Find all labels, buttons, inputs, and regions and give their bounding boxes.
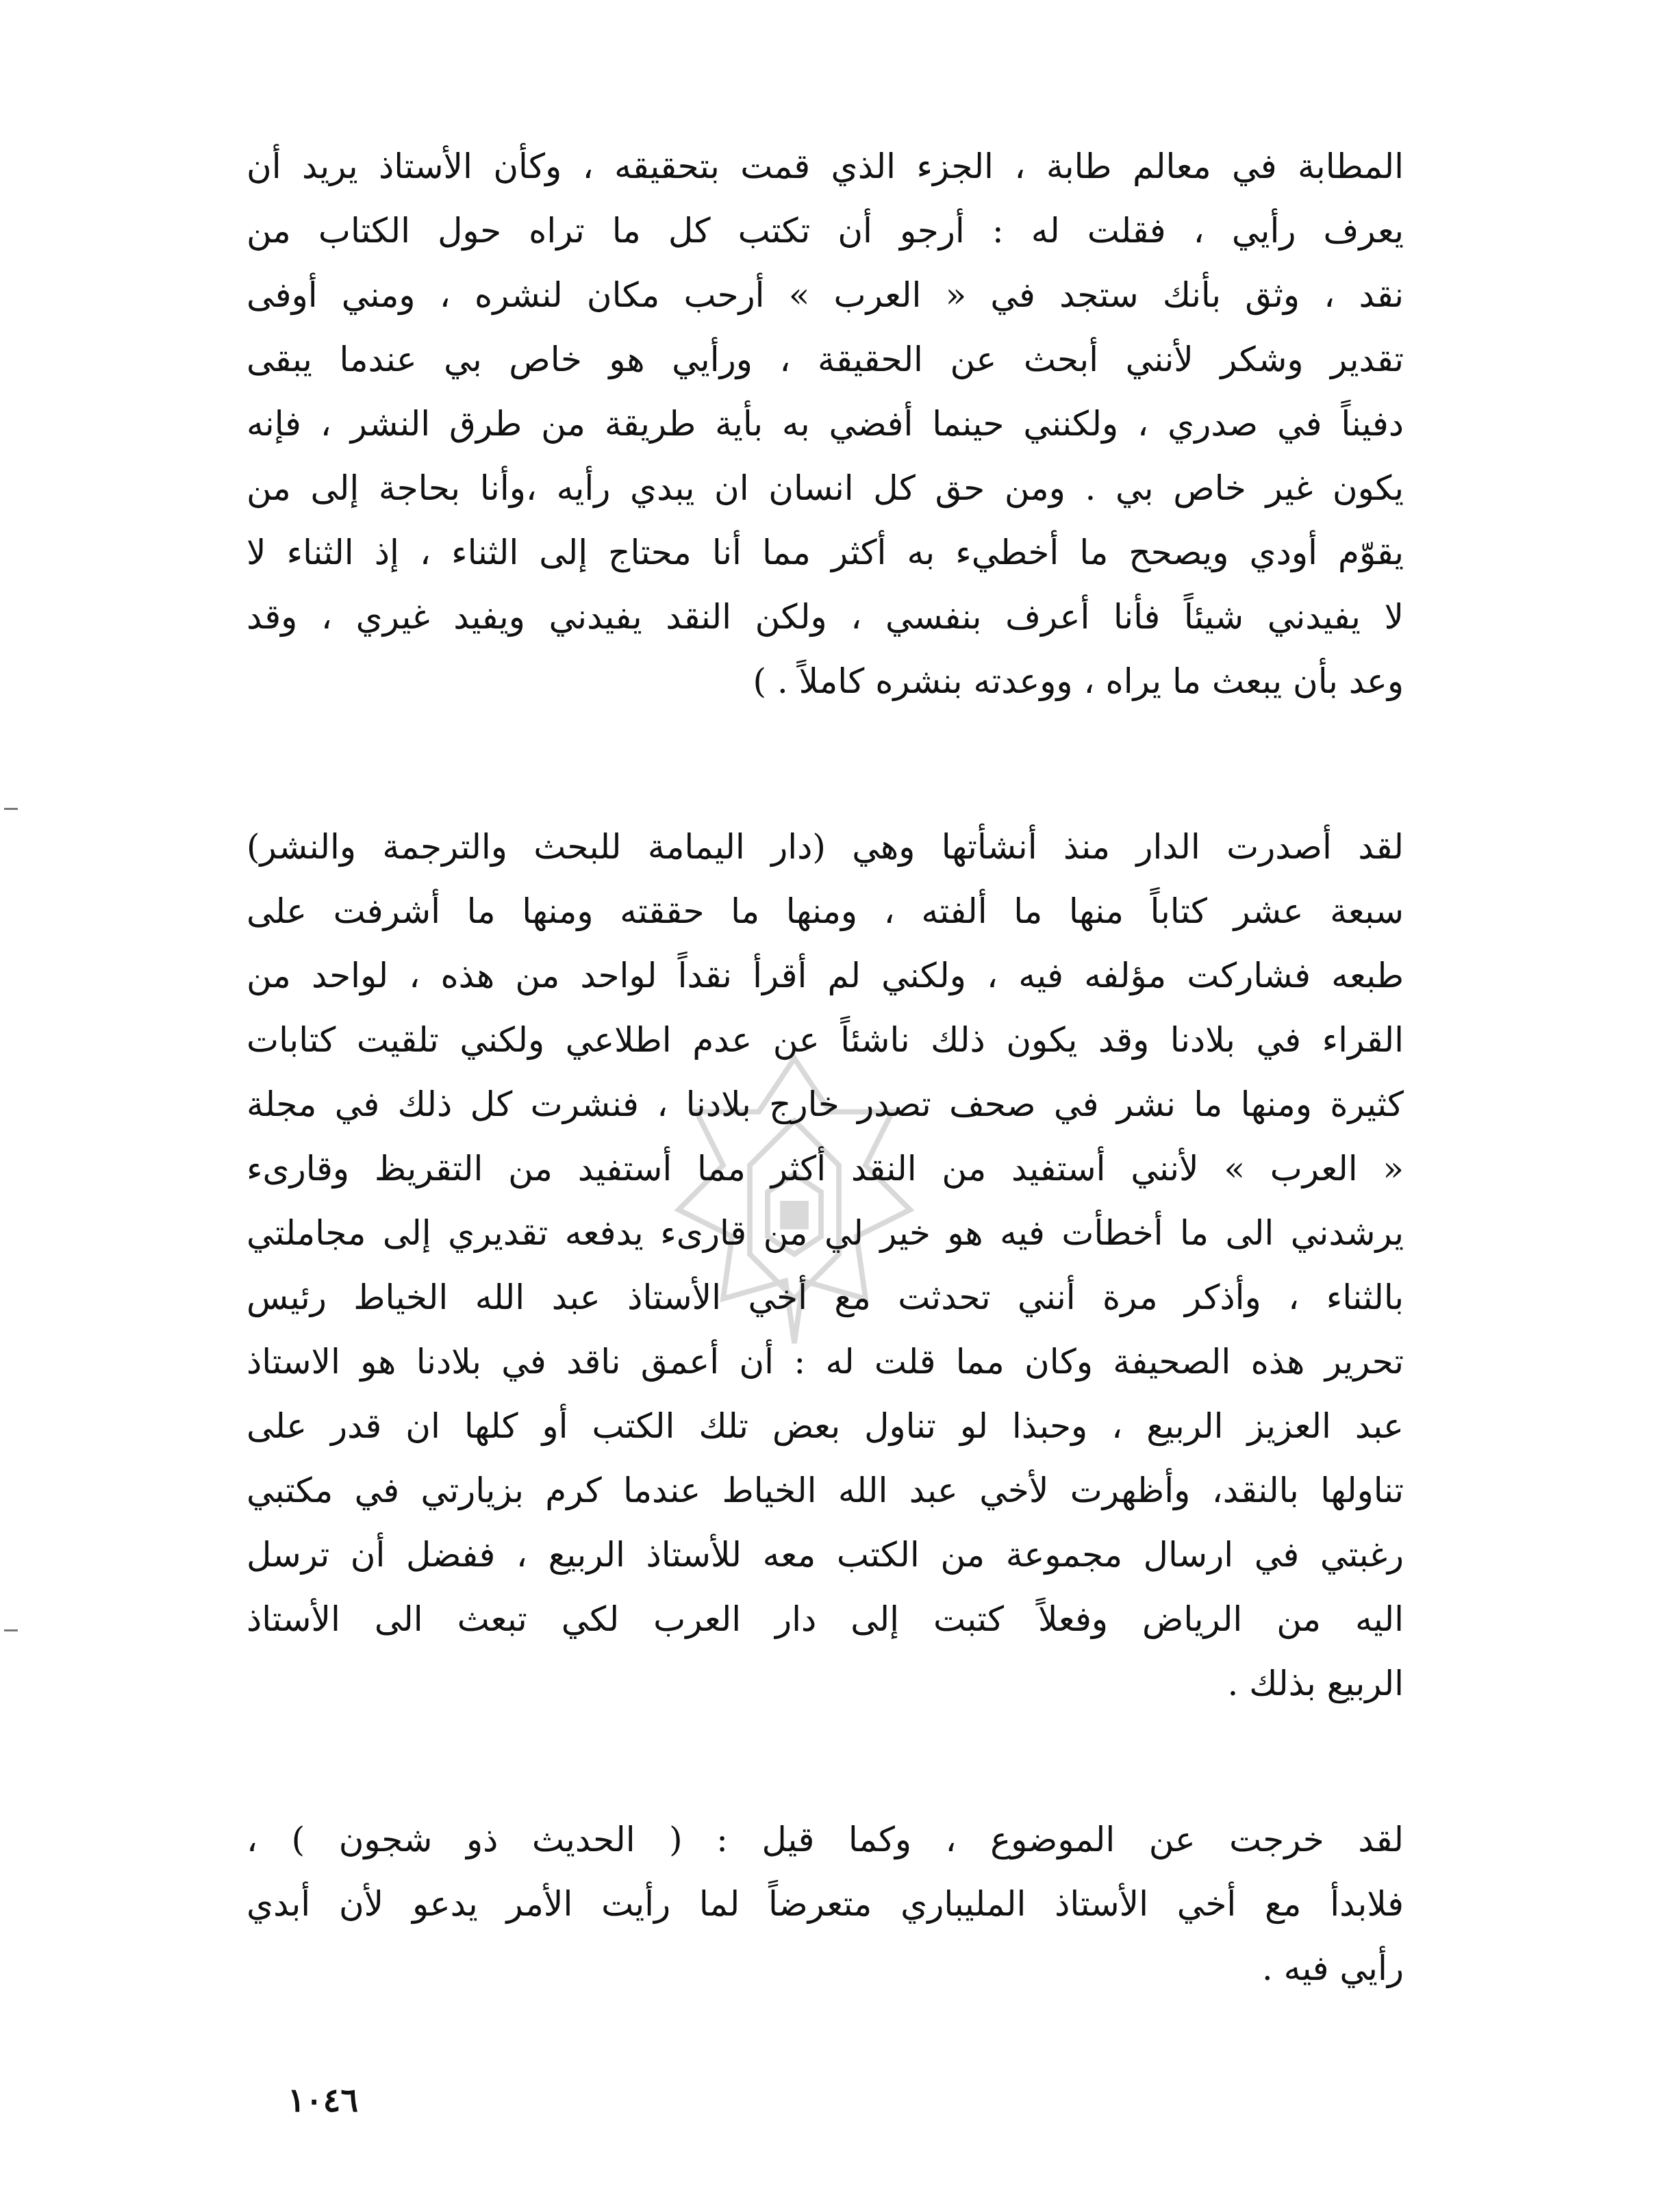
text-line: بالثناء ، وأذكر مرة أنني تحدثت مع أخي الأستاذ عبد الله الخياط رئيس xyxy=(247,1277,1404,1317)
text-line: طبعه فشاركت مؤلفه فيه ، ولكني لم أقرأ نقداً لواحد من هذه ، لواحد من xyxy=(247,956,1404,995)
text-line: لقد أصدرت الدار منذ أنشأتها وهي (دار اليمامة للبحث والترجمة والنشر) xyxy=(247,827,1404,867)
text-line: تناولها بالنقد، وأظهرت لأخي عبد الله الخياط عندما كرم بزيارتي في مكتبي xyxy=(247,1471,1404,1510)
text-line: الربيع بذلك . xyxy=(1227,1664,1404,1703)
text-line: رغبتي في ارسال مجموعة من الكتب معه للأستاذ الربيع ، ففضل أن ترسل xyxy=(247,1535,1404,1575)
text-line: يقوّم أودي ويصحح ما أخطيء به أكثر مما أنا محتاج إلى الثناء ، إذ الثناء لا xyxy=(247,533,1404,572)
page-number: ١٠٤٦ xyxy=(288,2081,359,2120)
text-line: يعرف رأيي ، فقلت له : أرجو أن تكتب كل ما تراه حول الكتاب من xyxy=(247,211,1404,251)
text-line: فلابدأ مع أخي الأستاذ المليباري متعرضاً لما رأيت الأمر يدعو لأن أبدي xyxy=(247,1884,1404,1924)
text-line: كثيرة ومنها ما نشر في صحف تصدر خارج بلادنا ، فنشرت كل ذلك في مجلة xyxy=(247,1084,1404,1124)
text-line: « العرب » لأنني أستفيد من النقد أكثر مما أستفيد من التقريظ وقارىء xyxy=(247,1149,1404,1188)
text-line: المطابة في معالم طابة ، الجزء الذي قمت بتحقيقه ، وكأن الأستاذ يريد أن xyxy=(247,147,1404,186)
text-line: لقد خرجت عن الموضوع ، وكما قيل : ( الحديث ذو شجون ) ، xyxy=(247,1820,1404,1859)
paragraph-2 xyxy=(247,815,1404,1716)
text-line: يرشدني الى ما أخطأت فيه هو خير لي من قارىء يدفعه تقديري إلى مجاملتي xyxy=(247,1213,1404,1253)
paragraph-3 xyxy=(247,1807,1404,2000)
text-line: رأيي فيه . xyxy=(1261,1948,1404,1988)
text-line: لا يفيدني شيئاً فأنا أعرف بنفسي ، ولكن النقد يفيدني ويفيد غيري ، وقد xyxy=(247,597,1404,637)
paragraph-1 xyxy=(247,134,1404,713)
text-line: نقد ، وثق بأنك ستجد في « العرب » أرحب مكان لنشره ، ومني أوفى xyxy=(247,275,1404,315)
text-line: وعد بأن يبعث ما يراه ، ووعدته بنشره كاملاً . ) xyxy=(753,661,1404,701)
text-line: دفيناً في صدري ، ولكنني حينما أفضي به بأية طريقة من طرق النشر ، فإنه xyxy=(247,404,1404,444)
text-line: اليه من الرياض وفعلاً كتبت إلى دار العرب لكي تبعث الى الأستاذ xyxy=(247,1599,1404,1639)
text-line: عبد العزيز الربيع ، وحبذا لو تناول بعض تلك الكتب أو كلها ان قدر على xyxy=(247,1406,1404,1446)
text-line: سبعة عشر كتاباً منها ما ألفته ، ومنها ما حققته ومنها ما أشرفت على xyxy=(247,891,1404,931)
scan-edge-mark xyxy=(4,1629,18,1631)
text-line: يكون غير خاص بي . ومن حق كل انسان ان يبدي رأيه ،وأنا بحاجة إلى من xyxy=(247,468,1404,508)
scan-edge-mark xyxy=(4,808,18,810)
text-line: القراء في بلادنا وقد يكون ذلك ناشئاً عن عدم اطلاعي ولكني تلقيت كتابات xyxy=(247,1020,1404,1060)
text-line: تقدير وشكر لأنني أبحث عن الحقيقة ، ورأيي هو خاص بي عندما يبقى xyxy=(247,340,1404,379)
text-line: تحرير هذه الصحيفة وكان مما قلت له : أن أعمق ناقد في بلادنا هو الاستاذ xyxy=(247,1342,1404,1382)
